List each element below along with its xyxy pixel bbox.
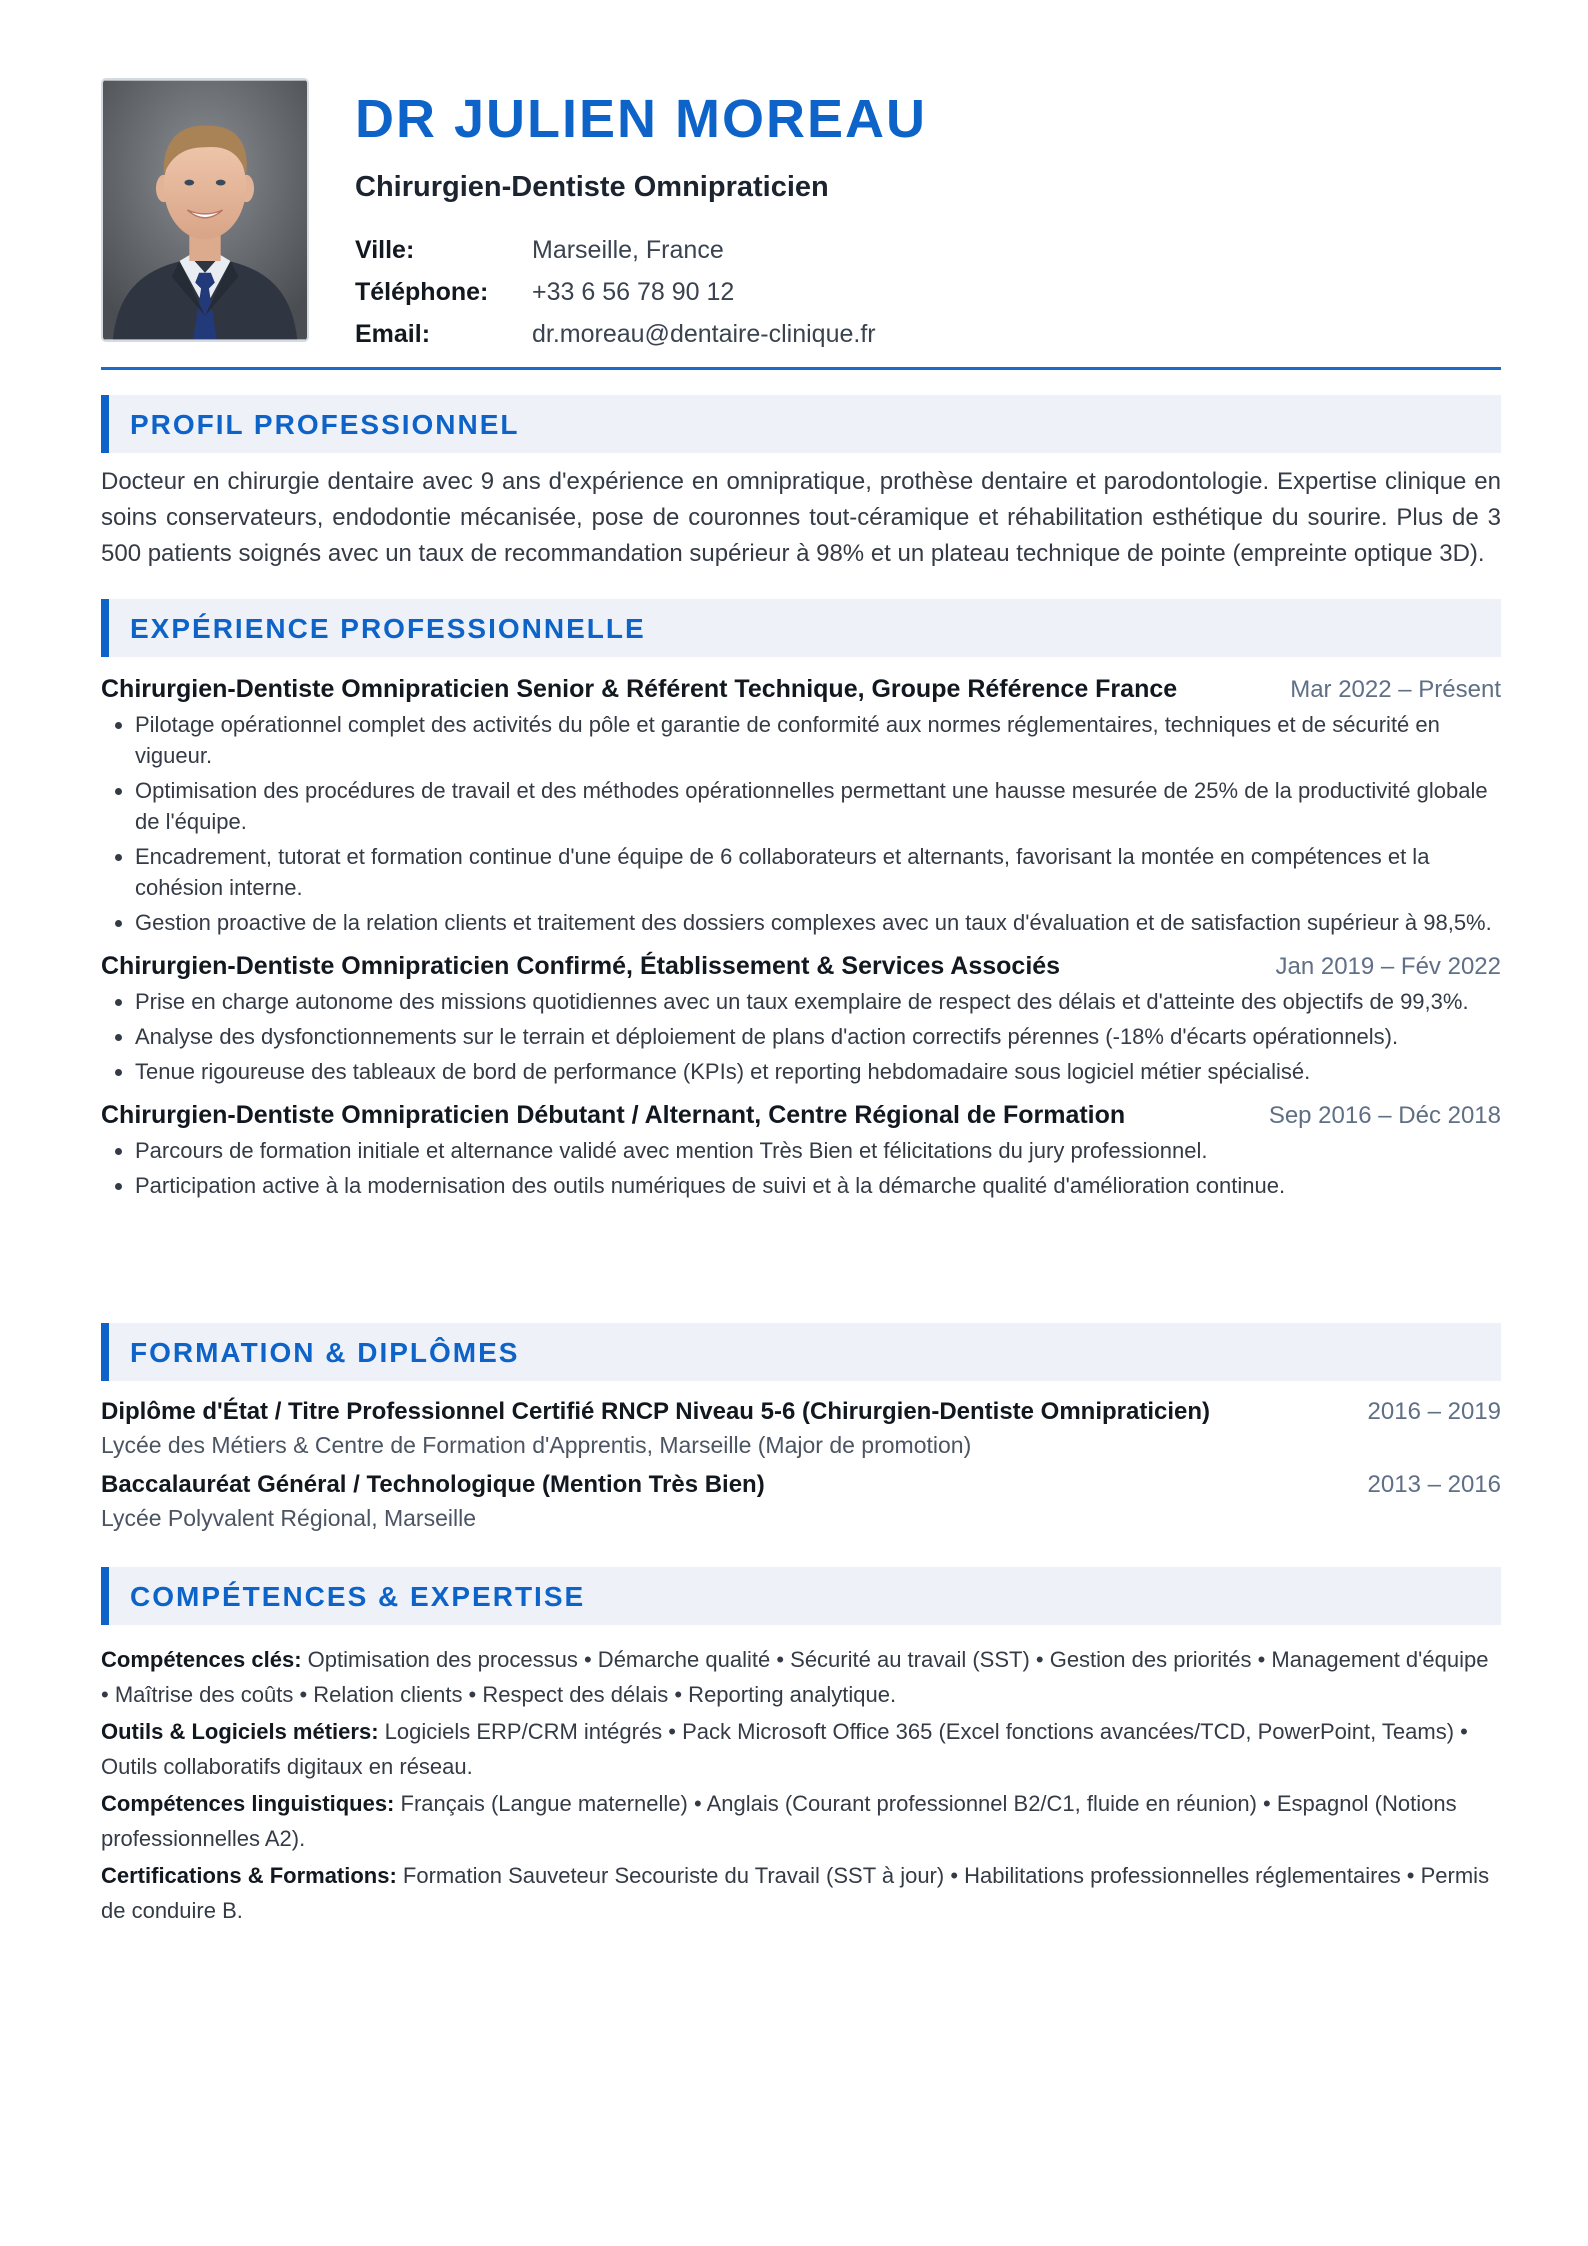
job-bullet: • Pilotage opérationnel complet des activités du pôle et garantie de conformité aux normes réglementaires, techniques et de sécurité en vigueur. (135, 709, 1501, 771)
resume-page (101, 78, 1501, 1923)
section-title: EXPÉRIENCE PROFESSIONNELLE (130, 613, 646, 644)
job-bullets (101, 986, 1501, 1087)
contact-label: Email: (355, 320, 431, 348)
header-divider (101, 367, 1501, 370)
job-bullet: • Prise en charge autonome des missions quotidiennes avec un taux exemplaire de respect des délais et d'atteinte des objectifs de 99,3%. (135, 986, 1501, 1017)
job-bullets (101, 1135, 1501, 1201)
skill-label: Compétences linguistiques: (101, 1791, 395, 1816)
section-header-experience (101, 599, 1501, 657)
job-bullet: • Optimisation des procédures de travail et des méthodes opérationnelles permettant une hausse mesurée de 25% de la productivité globale de l'équipe. (135, 775, 1501, 837)
job-title: Chirurgien-Dentiste Omnipraticien Senior & Référent Technique, Groupe Référence France (101, 675, 1178, 703)
experience-section (101, 675, 1501, 1215)
education-section (101, 1398, 1501, 1544)
header-info (355, 78, 927, 355)
job-entry (101, 675, 1501, 938)
job-bullet: • Parcours de formation initiale et alternance validé avec mention Très Bien et félicitations du jury professionnel. (135, 1135, 1501, 1166)
skill-text: Logiciels ERP/CRM intégrés • Pack Microsoft Office 365 (Excel fonctions avancées/TCD, PowerPoint, Teams) • Outils collaboratifs digitaux en réseau. (101, 1719, 1468, 1779)
section-title: PROFIL PROFESSIONNEL (130, 409, 520, 440)
portrait-image (103, 80, 307, 340)
contact-value: +33 6 56 78 90 12 (532, 278, 735, 306)
school-name: Lycée des Métiers & Centre de Formation d'Apprentis, Marseille (Major de promotion) (101, 1432, 972, 1458)
skill-line (101, 1642, 1501, 1712)
skill-line (101, 1714, 1501, 1784)
job-date: Jan 2019 – Fév 2022 (1275, 953, 1501, 980)
job-bullet: • Analyse des dysfonctionnements sur le terrain et déploiement de plans d'action correctifs pérennes (-18% d'écarts opérationnels). (135, 1021, 1501, 1052)
degree-title: Baccalauréat Général / Technologique (Mention Très Bien) (101, 1471, 765, 1498)
school-name: Lycée Polyvalent Régional, Marseille (101, 1505, 477, 1531)
skill-text: Formation Sauveteur Secouriste du Travail (SST à jour) • Habilitations professionnelles réglementaires • Permis de conduire B. (101, 1863, 1490, 1923)
job-entry (101, 952, 1501, 1087)
skill-label: Certifications & Formations: (101, 1863, 397, 1888)
education-entry (101, 1398, 1501, 1459)
profile-section (101, 464, 1501, 572)
contact-email (355, 313, 927, 355)
contact-value: dr.moreau@dentaire-clinique.fr (532, 320, 876, 348)
contact-list (355, 229, 927, 355)
section-title: FORMATION & DIPLÔMES (130, 1337, 520, 1368)
job-bullet: • Encadrement, tutorat et formation continue d'une équipe de 6 collaborateurs et alternants, favorisant la montée en compétences et la cohésion interne. (135, 841, 1501, 903)
section-header-education (101, 1323, 1501, 1381)
education-entry (101, 1471, 1501, 1532)
candidate-job-title: Chirurgien-Dentiste Omnipraticien (355, 171, 829, 203)
job-date: Mar 2022 – Présent (1290, 676, 1501, 703)
skills-section (101, 1642, 1501, 1930)
resume-header (101, 78, 1501, 348)
job-title: Chirurgien-Dentiste Omnipraticien Débutant / Alternant, Centre Régional de Formation (101, 1101, 1126, 1129)
section-header-profile (101, 395, 1501, 453)
section-title: COMPÉTENCES & EXPERTISE (130, 1581, 586, 1612)
skill-text: Optimisation des processus • Démarche qualité • Sécurité au travail (SST) • Gestion des priorités • Management d'équipe • Maîtrise des coûts • Relation clients • Respect des délais • Reporting analytique. (101, 1647, 1489, 1707)
contact-phone (355, 271, 927, 313)
contact-city (355, 229, 927, 271)
job-entry (101, 1101, 1501, 1201)
contact-label: Ville: (355, 236, 415, 264)
skill-text: Français (Langue maternelle) • Anglais (Courant professionnel B2/C1, fluide en réunion) • Espagnol (Notions professionnelles A2). (101, 1791, 1457, 1851)
skill-line (101, 1786, 1501, 1856)
job-bullet: • Tenue rigoureuse des tableaux de bord de performance (KPIs) et reporting hebdomadaire sous logiciel métier spécialisé. (135, 1056, 1501, 1087)
skill-label: Outils & Logiciels métiers: (101, 1719, 379, 1744)
contact-label: Téléphone: (355, 278, 489, 306)
degree-date: 2016 – 2019 (1367, 1398, 1501, 1425)
skill-line (101, 1858, 1501, 1928)
section-header-skills (101, 1567, 1501, 1625)
job-bullets (101, 709, 1501, 938)
profile-summary: Docteur en chirurgie dentaire avec 9 ans d'expérience en omnipratique, prothèse dentaire et parodontologie. Expertise clinique en soins conservateurs, endodontie mécanisée, pose de couronnes tout-céramique et réhabilitation esthétique du sourire. Plus de 3 500 patients soignés avec un taux de recommandation supérieur à 98% et un plateau technique de pointe (empreinte optique 3D). (101, 468, 1501, 567)
degree-date: 2013 – 2016 (1367, 1471, 1501, 1498)
job-title: Chirurgien-Dentiste Omnipraticien Confirmé, Établissement & Services Associés (101, 952, 1061, 980)
skill-label: Compétences clés: (101, 1647, 302, 1672)
degree-title: Diplôme d'État / Titre Professionnel Certifié RNCP Niveau 5-6 (Chirurgien-Dentiste Omnipraticien) (101, 1398, 1211, 1425)
candidate-name: DR JULIEN MOREAU (355, 89, 928, 149)
job-bullet: • Gestion proactive de la relation clients et traitement des dossiers complexes avec un taux d'évaluation et de satisfaction supérieur à 98,5%. (135, 907, 1501, 938)
job-bullet: • Participation active à la modernisation des outils numériques de suivi et à la démarche qualité d'amélioration continue. (135, 1170, 1501, 1201)
contact-value: Marseille, France (532, 236, 724, 264)
profile-photo (101, 78, 309, 342)
job-date: Sep 2016 – Déc 2018 (1268, 1102, 1501, 1129)
